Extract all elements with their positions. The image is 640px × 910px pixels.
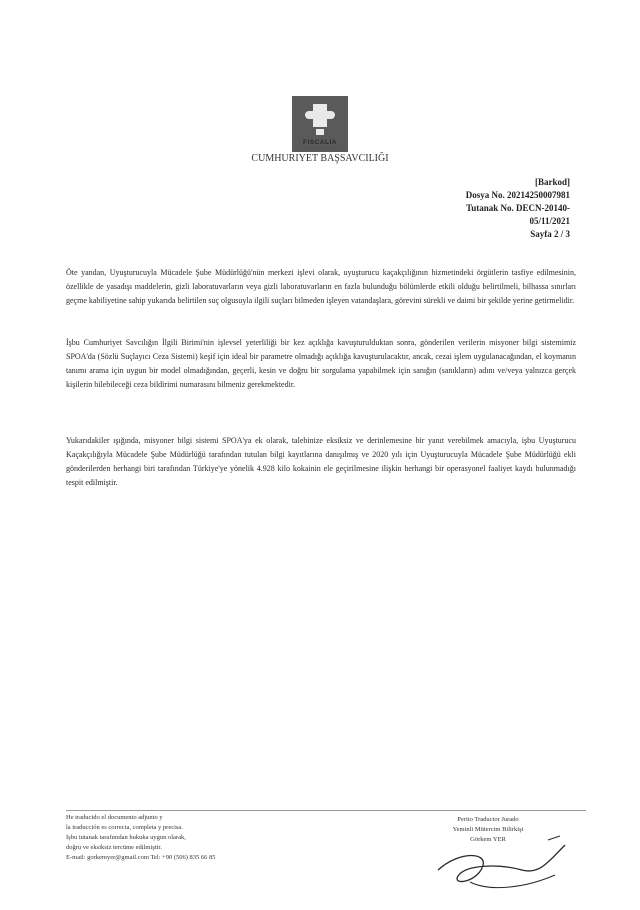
translator-title-es: Perito Traductor Jurado [457,816,519,823]
office-name: CUMHURIYET BAŞSAVCILIĞI [251,153,389,164]
logo-underline [300,148,340,149]
page-number: Sayfa 2 / 3 [530,229,570,239]
handwritten-signature [430,830,580,900]
document-header-info [466,176,570,241]
translator-name: Görkem YER [470,836,506,843]
body-paragraph-1: Öte yandan, Uyuşturucuyla Mücadele Şube Müdürlüğü'nün merkezi işlevi olarak, uyuşturucu kaçakçılığının hizmetindeki örgütlerin tasfiye edilmesinin, özellikle de yasadışı maddelerin, gizli laboratuvarların veya gizli laboratuvarların en fazla bulunduğu bölümlerde etkili olduğu belirtilmeli, bilhassa sınırları geçme kabiliyetine sahip yukarıda belirtilen suç olgusuyla ilgili suçları bilmeden işleyen vatandaşlara, görevini sürekli ve daimi bir şekilde yerine getirmelidir. [66,268,576,305]
statement-line-1: He traducido el documento adjunto y [66,814,163,821]
statement-line-4: doğru ve eksiksiz tercüme edilmiştir. [66,844,162,851]
record-number: Tutanak No. DECN-20140- [466,203,570,213]
statement-line-3: İşbu tutanak tarafımdan hukuka uygun olarak, [66,834,186,841]
translator-title-tr: Yeminli Mütercim Bilirkişi [452,826,524,833]
footer-divider [66,810,586,811]
barcode-label: [Barkod] [534,177,570,187]
file-number: Dosya No. 20214250007981 [465,190,570,200]
body-paragraph-2: İşbu Cumhuriyet Savcılığın İlgili Birimi'nin işlevsel yeterliliği bir kez açıklığa kavuşturulduktan sonra, gönderilen verilerin misyoner bilgi sistemimiz SPOA'da (Sözlü Suçlayıcı Ceza Sistemi) keşif için ideal bir parametre olmadığı açıklığa kavuşturulacaktır, ancak, cezai işlem uygulanacağından, el koymanın tanımı arama için uygun bir model olmadığından, geçerli, kesin ve doğru bir sorgulama yapabilmek için sanığın (sanıkların) adını ve/veya yalnızca gerçek kişilerin bilebileceği ceza bildirimi numarasını bilmeniz gerekmektedir. [66,338,576,389]
statement-line-2: la traducción es correcta, completa y precisa. [66,824,183,831]
record-date: 05/11/2021 [529,216,570,226]
body-paragraph-3: Yukarıdakiler ışığında, misyoner bilgi sistemi SPOA'ya ek olarak, talebinize eksiksiz ve derinlemesine bir yanıt verebilmek amacıyla, işbu Uyuşturucu Kaçakçılığıyla Mücadele Şube Müdürlüğü tarafından tutulan bilgi kayıtlarına danışılmış ve 2020 yılı için Uyuşturucuyla Mücadele Şube Müdürlüğü ekli gönderilerden herhangi biri tarafından Türkiye'ye yönelik 4.928 kilo kokainin ele geçirilmesine ilişkin herhangi bir operasyonel faaliyet kaydı bulunmadığı tespit edilmiştir. [66,436,576,487]
translator-statement [66,813,216,863]
contact-line: E-mail: gorkemyer@gmail.com Tel: +90 (506) 835 66 85 [66,854,216,861]
logo-caption: FISCALIA [303,139,337,146]
